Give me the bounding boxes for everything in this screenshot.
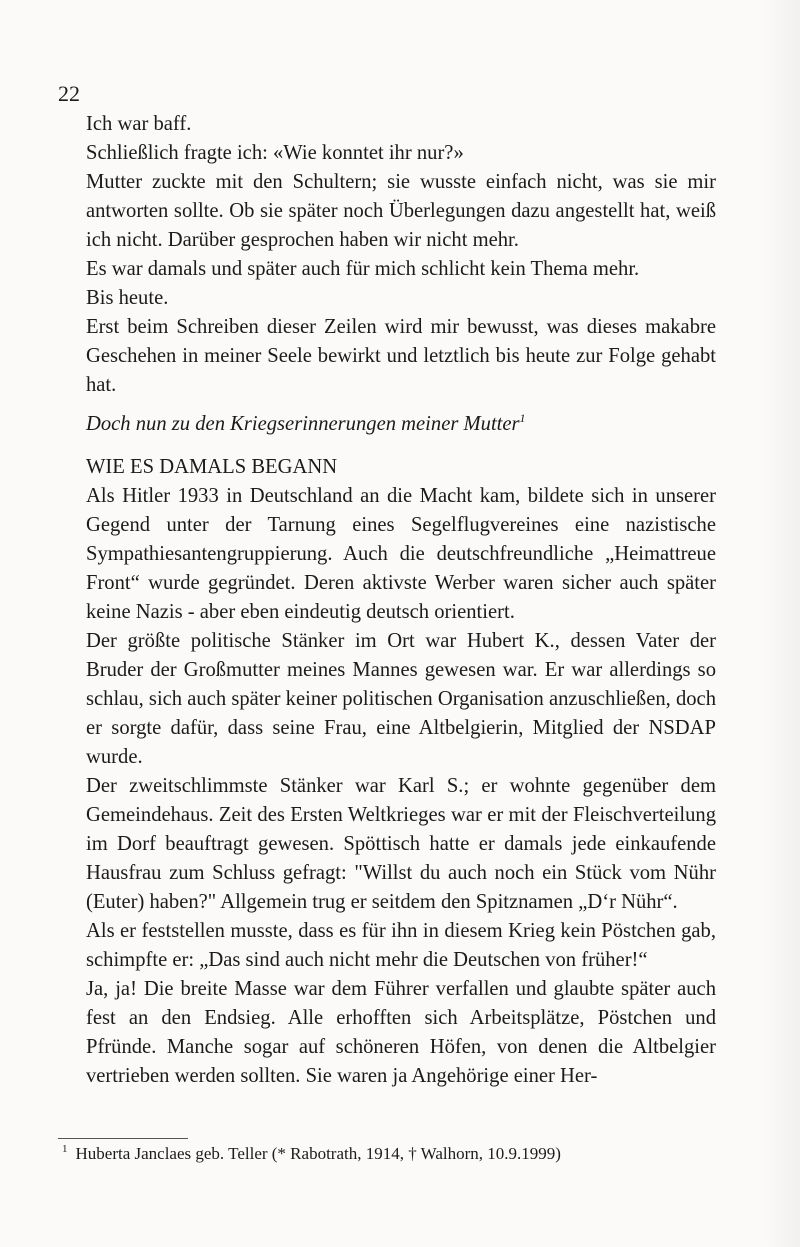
paragraph: Es war damals und später auch für mich schlicht kein Thema mehr.: [86, 258, 640, 280]
section-title-text: Doch nun zu den Kriegserinnerungen meiner Mutter: [86, 413, 520, 435]
paragraph: Der größte politische Stänker im Ort war Hubert K., dessen Vater der Bruder der Großmutter meines Mannes gewesen war. Er war allerdings so schlau, sich auch später keiner politischen Organisation anzuschließen, doch er sorgte dafür, dass seine Frau, eine Altbelgierin, Mitglied der NSDAP wurde.: [86, 630, 716, 768]
paragraph: Ich war baff.: [86, 113, 192, 135]
paragraph: Erst beim Schreiben dieser Zeilen wird mir bewusst, was dieses makabre Geschehen in meiner Seele bewirkt und letztlich bis heute zur Folge gehabt hat.: [86, 316, 716, 396]
paragraph: Mutter zuckte mit den Schultern; sie wusste einfach nicht, was sie mir antworten sollte. Ob sie später noch Überlegungen dazu angestellt hat, weiß ich nicht. Darüber gesprochen haben wir nicht mehr.: [86, 171, 716, 251]
paragraph: Als Hitler 1933 in Deutschland an die Macht kam, bildete sich in unserer Gegend unter der Tarnung eines Segelflugvereines eine nazistische Sympathiesantengruppierung. Auch die deutschfreundliche „Heimattreue Front“ wurde gegründet. Deren aktivste Werber waren sicher auch später keine Nazis - aber eben eindeutig deutsch orientiert.: [86, 485, 716, 623]
paragraph: Als er feststellen musste, dass es für ihn in diesem Krieg kein Pöstchen gab, schimpfte er: „Das sind auch nicht mehr die Deutschen von früher!“: [86, 920, 716, 971]
paragraph: Bis heute.: [86, 287, 169, 309]
page-body: [86, 110, 716, 1091]
page-number: 22: [58, 81, 80, 106]
footnote: [62, 1143, 722, 1165]
paragraph: Ja, ja! Die breite Masse war dem Führer verfallen und glaubte später auch fest an den Endsieg. Alle erhofften sich Arbeitsplätze, Pöstchen und Pfründe. Manche sogar auf schöneren Höfen, von denen die Altbelgier vertrieben werden sollten. Sie waren ja Angehörige einer Her-: [86, 978, 716, 1087]
chapter-heading: WIE ES DAMALS BEGANN: [86, 456, 338, 478]
section-gap: [86, 400, 716, 410]
paragraph: Der zweitschlimmste Stänker war Karl S.; er wohnte gegenüber dem Gemeindehaus. Zeit des Ersten Weltkrieges war er mit der Fleischverteilung im Dorf beauftragt gewesen. Spöttisch hatte er damals jede einkaufende Hausfrau zum Schluss gefragt: "Willst du auch noch ein Stück vom Nühr (Euter) haben?" Allgemein trug er seitdem den Spitznamen „D‘r Nühr“.: [86, 775, 716, 913]
footnote-text: Huberta Janclaes geb. Teller (* Rabotrath, 1914, † Walhorn, 10.9.1999): [75, 1144, 561, 1163]
section-title: [86, 410, 716, 439]
page-edge-shadow: [764, 0, 800, 1247]
paragraph: Schließlich fragte ich: «Wie konntet ihr nur?»: [86, 142, 464, 164]
footnote-rule: [58, 1138, 188, 1139]
footnote-marker: 1: [62, 1143, 68, 1156]
footnote-reference: 1: [519, 411, 526, 426]
